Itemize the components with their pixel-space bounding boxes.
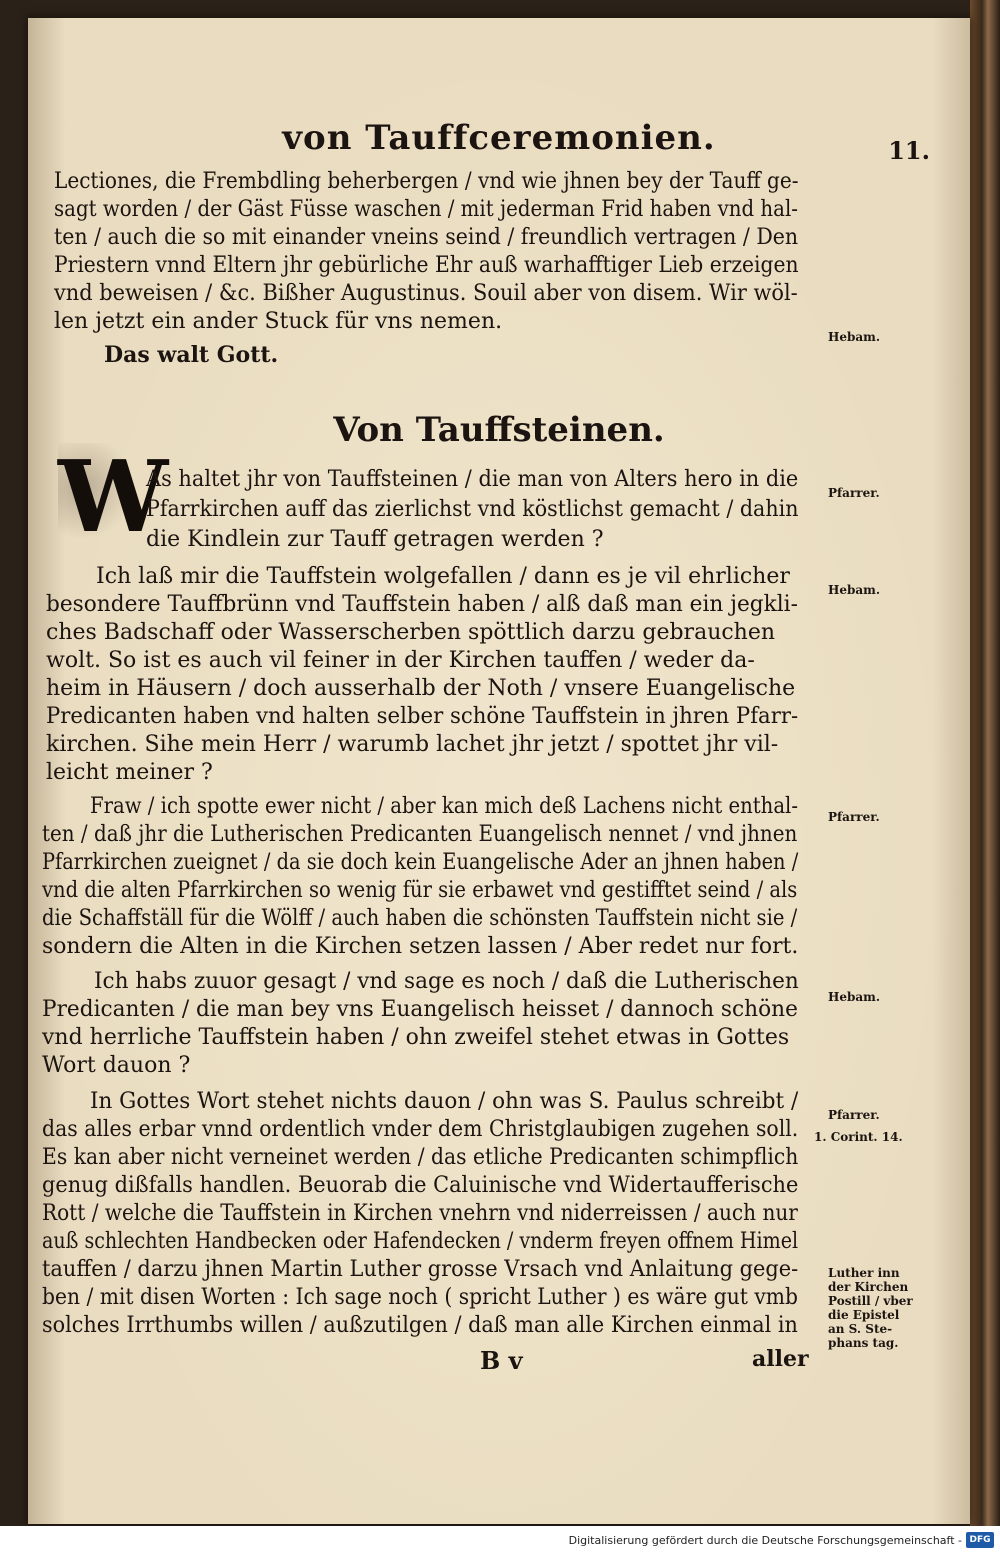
text-line: Rott / welche die Tauffstein in Kirchen vnehrn vnd niderreissen / auch nur bbox=[42, 1201, 798, 1226]
text-line: wolt. So ist es auch vil feiner in der Kirchen tauffen / weder da- bbox=[46, 648, 755, 673]
text-line: ten / auch die so mit einander vneins seind / freundlich vertragen / Den bbox=[54, 225, 799, 250]
text-line: Fraw / ich spotte ewer nicht / aber kan mich deß Lachens nicht enthal- bbox=[90, 794, 798, 819]
text-line: vnd herrliche Tauffstein haben / ohn zweifel stehet etwas in Gottes bbox=[42, 1025, 790, 1050]
text-line: tauffen / darzu jhnen Martin Luther grosse Vrsach vnd Anlaitung gege- bbox=[42, 1257, 799, 1282]
book-page bbox=[28, 18, 970, 1524]
funding-credit: Digitalisierung gefördert durch die Deutsche Forschungsgemeinschaft - bbox=[568, 1534, 962, 1547]
margin-note: 1. Corint. 14. bbox=[814, 1130, 903, 1144]
text-line: len jetzt ein ander Stuck für vns nemen. bbox=[54, 309, 503, 334]
text-line: die Schaffställ für die Wölff / auch haben die schönsten Tauffstein nicht sie / bbox=[42, 906, 798, 931]
signature-mark: B v bbox=[480, 1346, 523, 1375]
text-line: Pfarrkirchen zueignet / da sie doch kein Euangelische Ader an jhnen haben / bbox=[42, 850, 799, 875]
text-line: Predicanten haben vnd halten selber schöne Tauffstein in jhren Pfarr- bbox=[46, 704, 799, 729]
text-line: Priestern vnnd Eltern jhr gebürliche Ehr auß warhafftiger Lieb erzeigen bbox=[54, 253, 799, 278]
margin-note: Hebam. bbox=[828, 330, 881, 344]
margin-note: Luther inn bbox=[828, 1266, 900, 1280]
margin-note: Pfarrer. bbox=[828, 486, 880, 500]
footer-bar bbox=[0, 1526, 1000, 1556]
text-line: ches Badschaff oder Wasserscherben spöttlich darzu gebrauchen bbox=[46, 620, 776, 645]
text-line: ben / mit disen Worten : Ich sage noch ( spricht Luther ) es wäre gut vmb bbox=[42, 1285, 798, 1310]
text-line: heim in Häusern / doch ausserhalb der Noth / vnsere Euangelische bbox=[46, 676, 796, 701]
text-line: leicht meiner ? bbox=[46, 760, 213, 785]
decorated-initial-letter: W bbox=[58, 440, 169, 555]
text-line: sondern die Alten in die Kirchen setzen lassen / Aber redet nur fort. bbox=[42, 934, 799, 959]
text-line: In Gottes Wort stehet nichts dauon / ohn was S. Paulus schreibt / bbox=[90, 1089, 799, 1114]
text-line: vnd die alten Pfarrkirchen so wenig für sie erbawet vnd gestifftet seind / als bbox=[42, 878, 798, 903]
text-line: auß schlechten Handbecken oder Hafendecken / vnderm freyen offnem Himel bbox=[42, 1229, 799, 1254]
text-line: das alles erbar vnnd ordentlich vnder dem Christglaubigen zugehen soll. bbox=[42, 1117, 799, 1142]
margin-note: Hebam. bbox=[828, 583, 881, 597]
margin-note: an S. Ste- bbox=[828, 1322, 893, 1336]
margin-note: phans tag. bbox=[828, 1336, 899, 1350]
text-line: Lectiones, die Frembdling beherbergen / vnd wie jhnen bey der Tauff ge- bbox=[54, 169, 799, 194]
text-line: Ich laß mir die Tauffstein wolgefallen / dann es je vil ehrlicher bbox=[96, 564, 790, 589]
margin-note: die Epistel bbox=[828, 1308, 900, 1322]
text-line: sagt worden / der Gäst Füsse waschen / mit jederman Frid haben vnd hal- bbox=[54, 197, 798, 222]
text-line: Predicanten / die man bey vns Euangelisch heisset / dannoch schöne bbox=[42, 997, 798, 1022]
text-line: As haltet jhr von Tauffsteinen / die man von Alters hero in die bbox=[146, 467, 799, 492]
margin-note: der Kirchen bbox=[828, 1280, 909, 1294]
text-line: besondere Tauffbrünn vnd Tauffstein haben / alß daß man ein jegkli- bbox=[46, 592, 798, 617]
margin-note: Postill / vber bbox=[828, 1294, 913, 1308]
margin-note: Pfarrer. bbox=[828, 1108, 880, 1122]
margin-note: Pfarrer. bbox=[828, 810, 880, 824]
catchword: aller bbox=[752, 1346, 809, 1372]
text-line: kirchen. Sihe mein Herr / warumb lachet jhr jetzt / spottet jhr vil- bbox=[46, 732, 779, 757]
text-line: Ich habs zuuor gesagt / vnd sage es noch / daß die Lutherischen bbox=[94, 969, 799, 994]
book-edge bbox=[970, 0, 1000, 1530]
margin-note: Hebam. bbox=[828, 990, 881, 1004]
text-line: vnd beweisen / &c. Bißher Augustinus. Souil aber von disem. Wir wöl- bbox=[54, 281, 798, 306]
text-line: ten / daß jhr die Lutherischen Predicanten Euangelisch nennet / vnd jhnen bbox=[42, 822, 798, 847]
text-line: Wort dauon ? bbox=[42, 1053, 191, 1078]
text-line: die Kindlein zur Tauff getragen werden ? bbox=[146, 527, 604, 552]
text-line: genug dißfalls handlen. Beuorab die Caluinische vnd Widertaufferische bbox=[42, 1173, 799, 1198]
text-line: Pfarrkirchen auff das zierlichst vnd köstlichst gemacht / dahin bbox=[146, 497, 799, 522]
closing-line: Das walt Gott. bbox=[104, 342, 279, 368]
text-line: Es kan aber nicht verneinet werden / das etliche Predicanten schimpflich bbox=[42, 1145, 799, 1170]
page-number: 11. bbox=[888, 136, 930, 165]
running-title: von Tauffceremonien. bbox=[282, 118, 716, 158]
text-line: solches Irrthumbs willen / außzutilgen / daß man alle Kirchen einmal in bbox=[42, 1313, 798, 1338]
dfg-logo: DFG bbox=[966, 1532, 994, 1548]
section-title: Von Tauffsteinen. bbox=[333, 410, 665, 450]
